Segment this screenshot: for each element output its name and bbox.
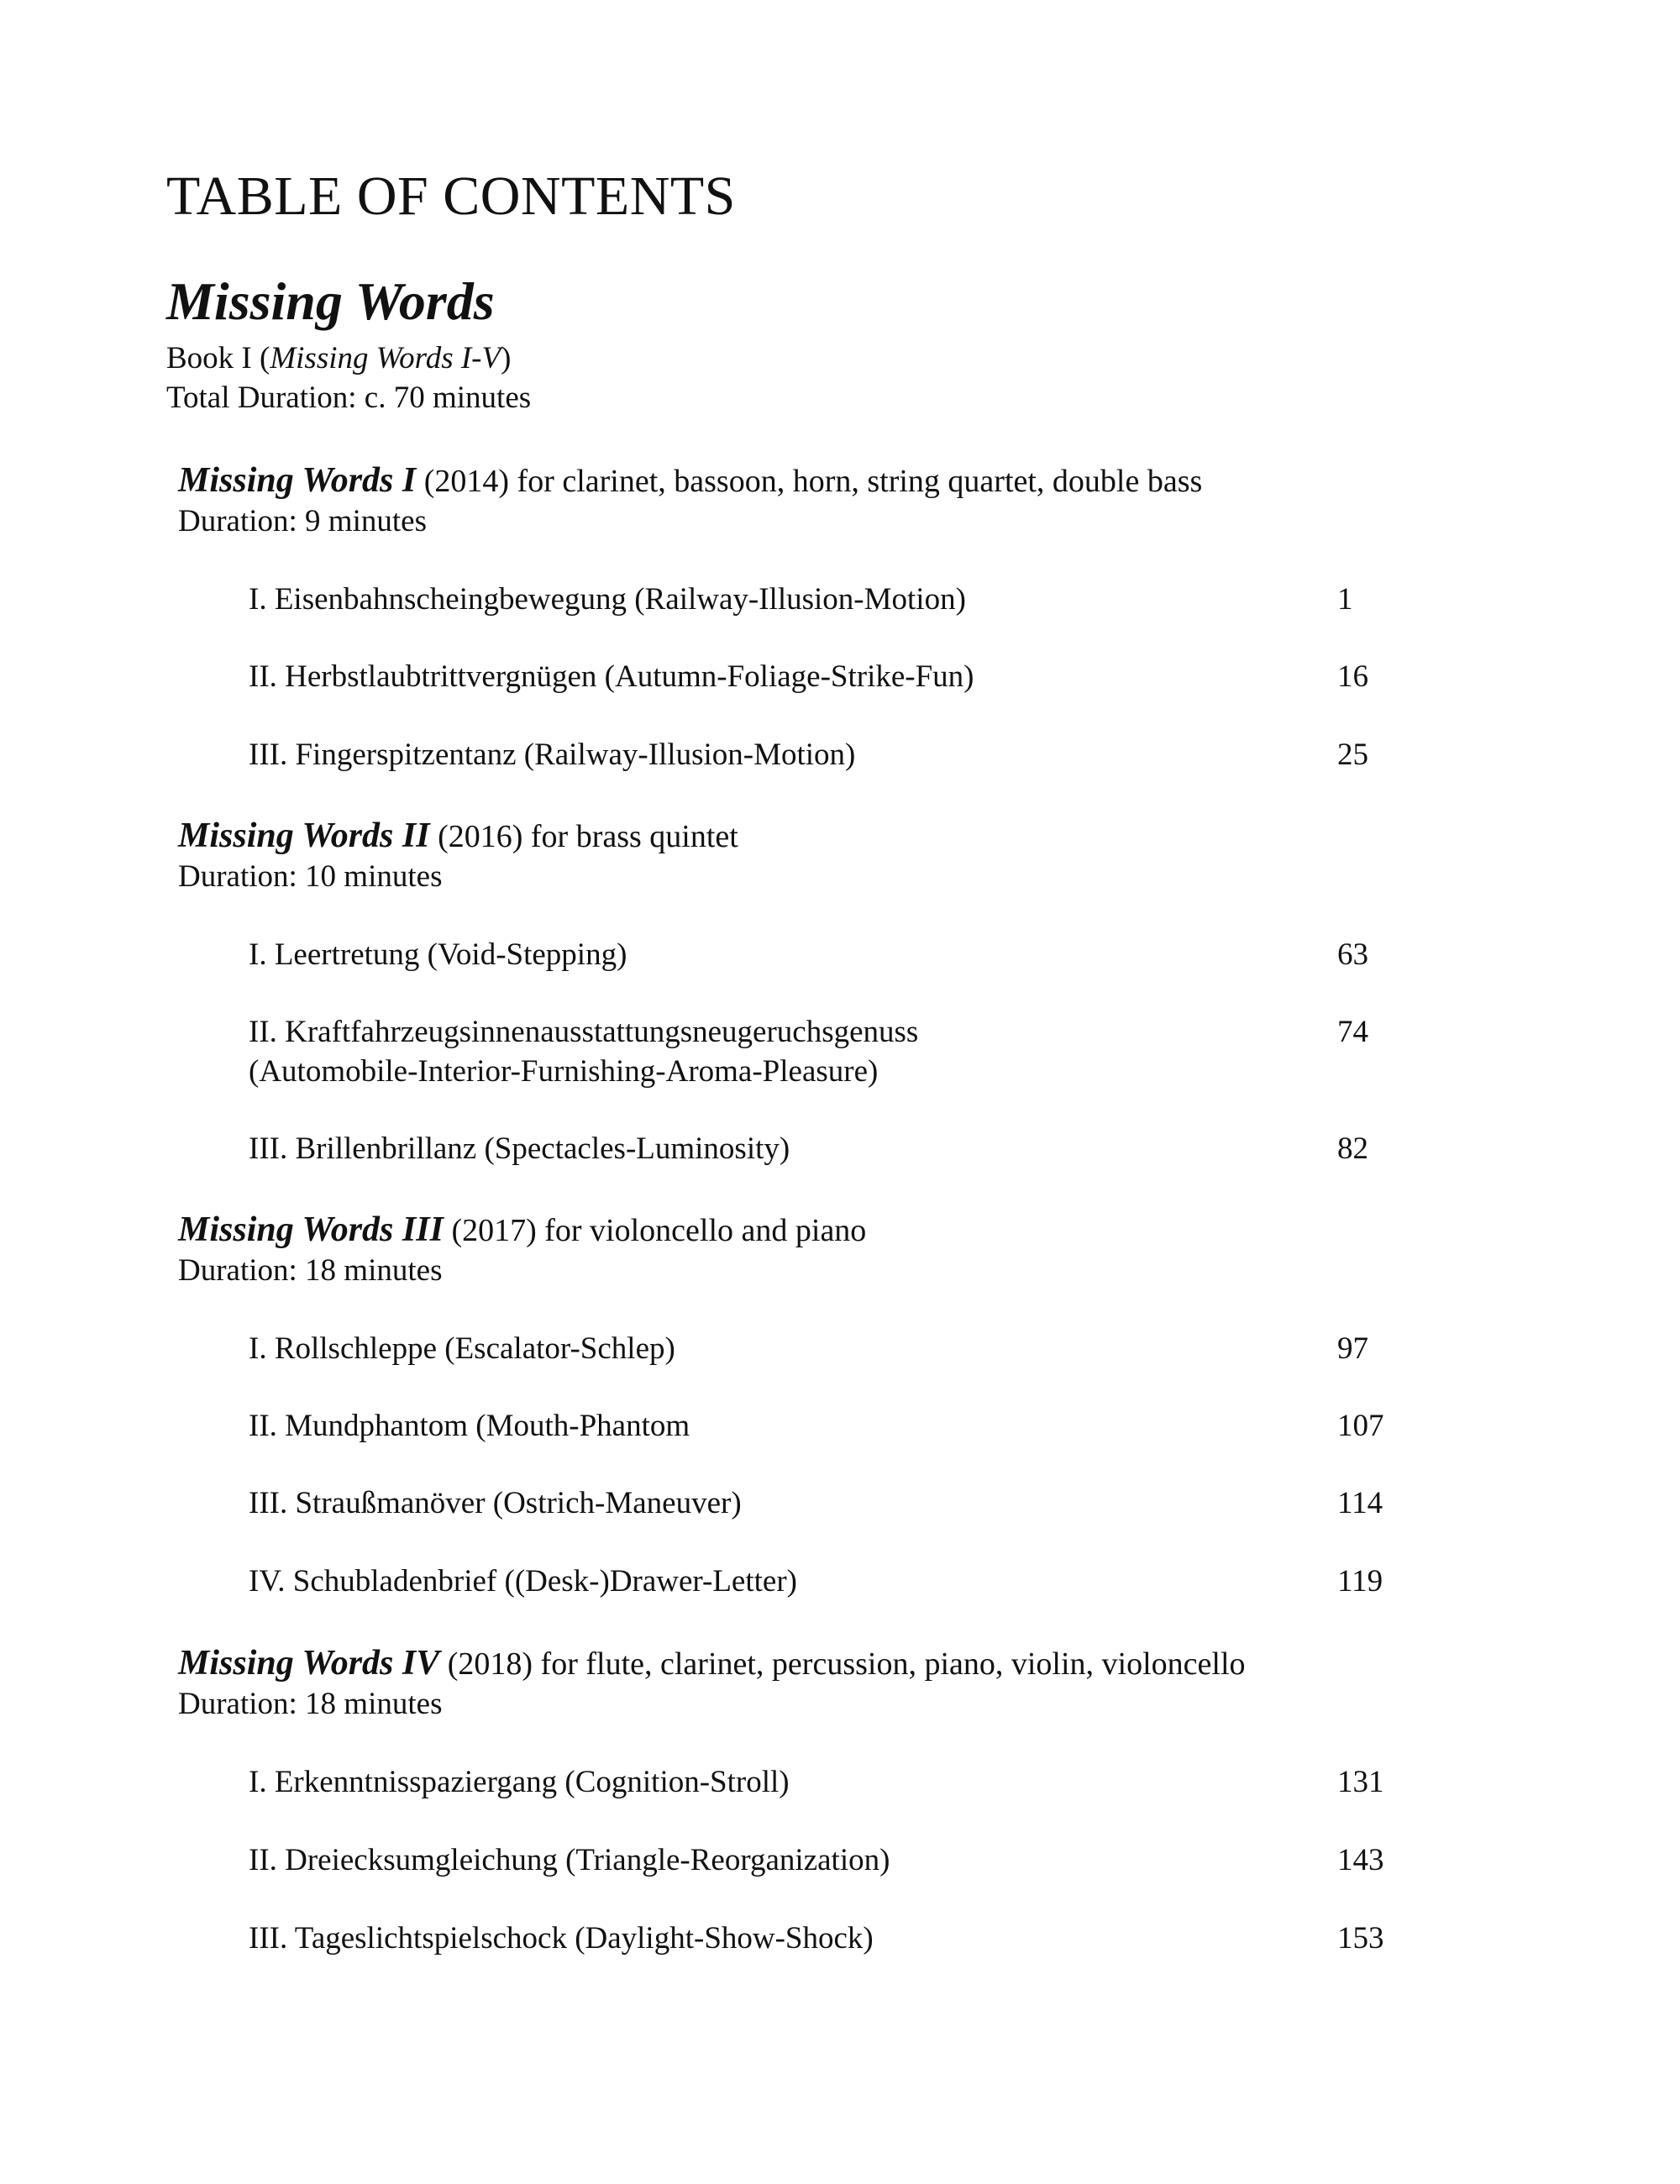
work-info: (2016) for brass quintet (429, 819, 738, 854)
movement-title: II. Kraftfahrzeugsinnenausstattungsneugeruchsgenuss (249, 1015, 919, 1049)
work-name: Missing Words III (178, 1210, 444, 1249)
movement-title: II. Herbstlaubtrittvergnügen (Autumn-Foliage-Strike-Fun) (249, 659, 974, 694)
work-heading (178, 1643, 1246, 1684)
page-number: 131 (1337, 1765, 1384, 1799)
movement-title: IV. Schubladenbrief ((Desk-)Drawer-Letter) (249, 1564, 797, 1599)
work-info: (2018) for flute, clarinet, percussion, piano, violin, violoncello (439, 1646, 1246, 1682)
page-number: 97 (1337, 1331, 1368, 1366)
book-subtitle (166, 339, 511, 378)
work-duration: Duration: 18 minutes (178, 1687, 443, 1721)
movement-title: I. Leertretung (Void-Stepping) (249, 937, 627, 972)
work-info: (2017) for violoncello and piano (443, 1213, 867, 1248)
toc-entry[interactable] (249, 1129, 1383, 1168)
movement-title: I. Erkenntnisspaziergang (Cognition-Stroll) (249, 1765, 790, 1799)
work-name: Missing Words II (178, 816, 430, 855)
movement-title: II. Dreiecksumgleichung (Triangle-Reorganization) (249, 1843, 890, 1877)
toc-entry[interactable] (249, 1840, 1383, 1880)
toc-entry[interactable] (249, 1483, 1383, 1523)
page-number: 1 (1337, 582, 1353, 617)
book-subtitle-suffix: ) (501, 341, 512, 375)
toc-entry[interactable] (249, 657, 1383, 696)
toc-entry[interactable] (249, 1406, 1383, 1446)
work-name: Missing Words IV (178, 1644, 440, 1683)
movement-title: III. Tageslichtspielschock (Daylight-Show-Shock) (249, 1921, 874, 1956)
work-name: Missing Words I (178, 461, 417, 500)
work-info: (2014) for clarinet, bassoon, horn, string quartet, double bass (416, 464, 1203, 499)
book-total-duration: Total Duration: c. 70 minutes (166, 381, 532, 415)
toc-entry[interactable] (249, 1762, 1383, 1802)
page-number: 143 (1337, 1843, 1384, 1877)
toc-entry[interactable] (249, 1562, 1383, 1601)
page-number: 16 (1337, 659, 1368, 694)
page-number: 25 (1337, 738, 1368, 772)
page-number: 153 (1337, 1921, 1384, 1956)
page-number: 74 (1337, 1015, 1368, 1049)
movement-title: I. Rollschleppe (Escalator-Schlep) (249, 1331, 675, 1366)
work-heading (178, 460, 1202, 501)
book-title: Missing Words (166, 271, 495, 331)
page-number: 107 (1337, 1409, 1384, 1443)
work-duration: Duration: 10 minutes (178, 859, 443, 894)
work-heading (178, 816, 738, 857)
book-subtitle-prefix: Book I ( (166, 341, 270, 375)
toc-entry[interactable] (249, 1012, 1383, 1091)
toc-entry[interactable] (249, 580, 1383, 619)
movement-title: II. Mundphantom (Mouth-Phantom (249, 1409, 690, 1443)
page-number: 63 (1337, 937, 1368, 972)
page-number: 119 (1337, 1564, 1383, 1599)
work-heading (178, 1210, 866, 1251)
movement-title: III. Brillenbrillanz (Spectacles-Luminosity) (249, 1131, 790, 1166)
work-duration: Duration: 18 minutes (178, 1253, 443, 1288)
movement-title: III. Fingerspitzentanz (Railway-Illusion-Motion) (249, 738, 856, 772)
movement-title: I. Eisenbahnscheingbewegung (Railway-Illusion-Motion) (249, 582, 966, 617)
toc-entry[interactable] (249, 935, 1383, 974)
toc-entry[interactable] (249, 735, 1383, 774)
work-duration: Duration: 9 minutes (178, 504, 427, 538)
movement-title: III. Straußmanöver (Ostrich-Maneuver) (249, 1486, 742, 1520)
movement-title-continued: (Automobile-Interior-Furnishing-Aroma-Pleasure) (249, 1054, 879, 1089)
page-number: 82 (1337, 1131, 1368, 1166)
book-subtitle-italic: Missing Words I-V (270, 341, 501, 375)
toc-entry[interactable] (249, 1329, 1383, 1368)
page-number: 114 (1337, 1486, 1383, 1520)
page-title: TABLE OF CONTENTS (166, 165, 736, 227)
toc-entry[interactable] (249, 1919, 1383, 1958)
